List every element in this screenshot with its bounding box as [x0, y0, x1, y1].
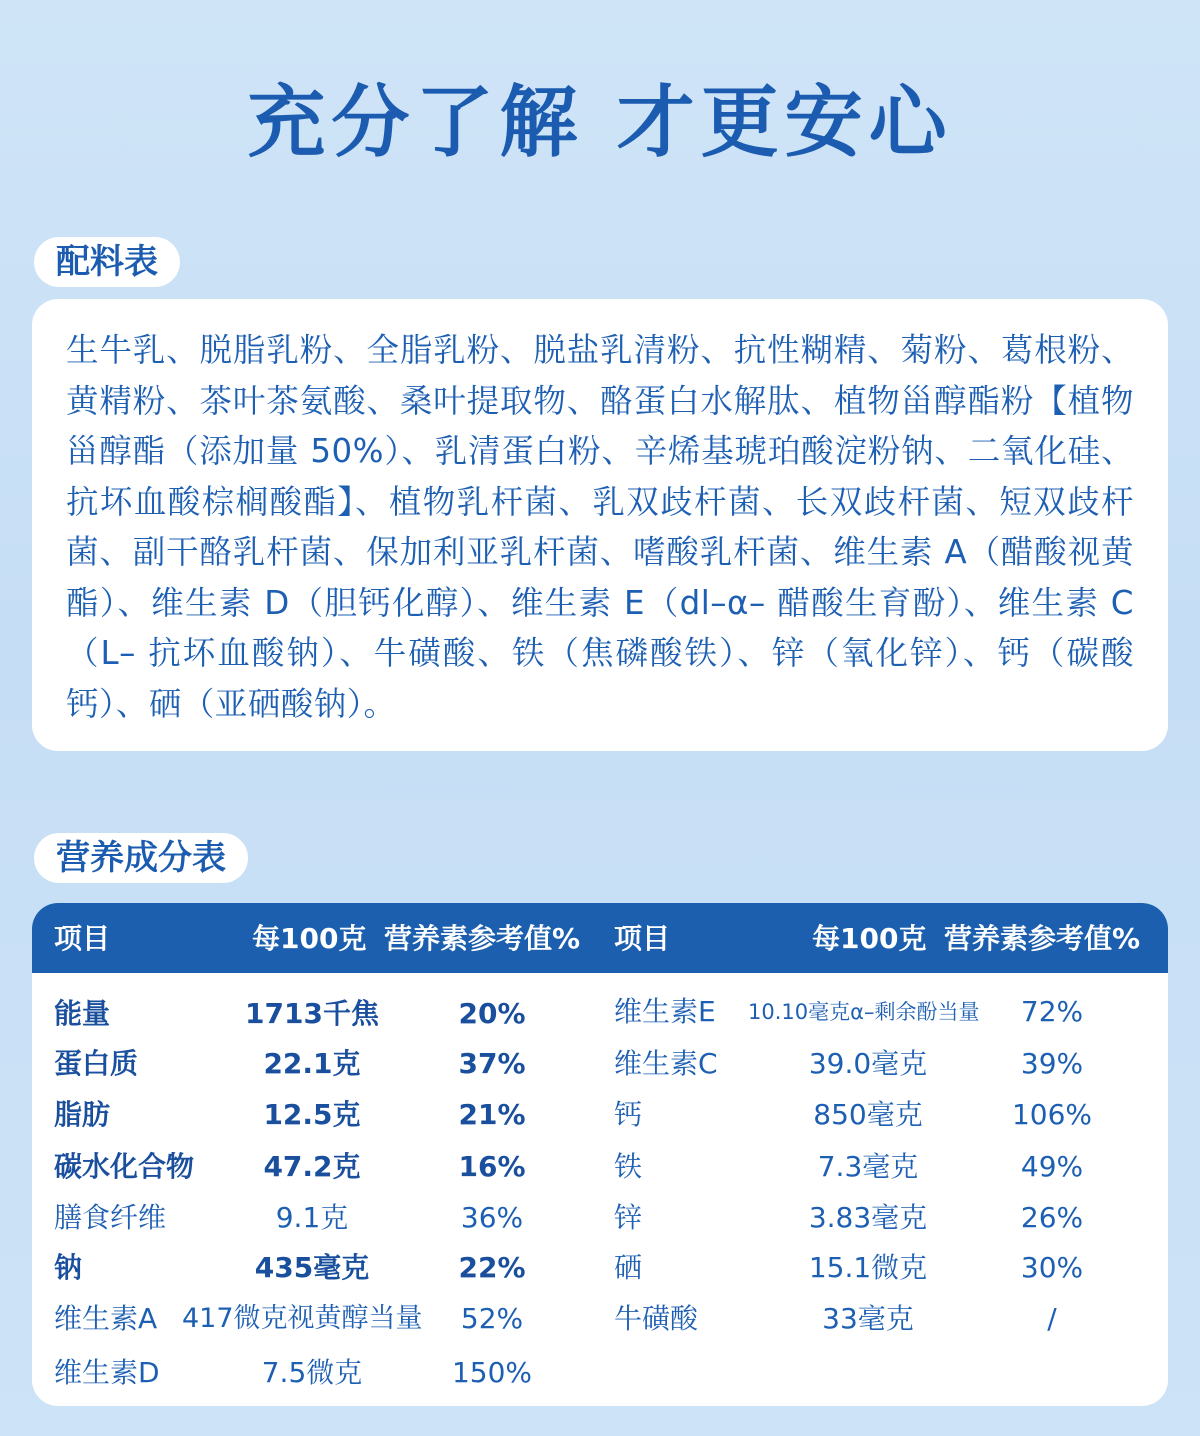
header-item-right: 项目 [614, 922, 671, 955]
table-header [32, 903, 1168, 973]
row-nrv: 49% [1020, 1150, 1084, 1183]
row-amount: 47.2克 [263, 1150, 361, 1183]
row-amount: 9.1克 [275, 1201, 349, 1234]
table-row [32, 1193, 1168, 1243]
row-item: 钙 [614, 1098, 643, 1131]
row-item: 维生素C [614, 1047, 718, 1080]
row-item: 维生素A [54, 1302, 158, 1335]
row-amount: 22.1克 [263, 1047, 361, 1080]
row-item: 牛磺酸 [614, 1302, 699, 1335]
row-item: 脂肪 [54, 1098, 111, 1131]
row-amount: 1713千焦 [245, 997, 379, 1030]
row-nrv: / [1047, 1302, 1057, 1335]
row-item: 能量 [54, 997, 111, 1030]
row-nrv: 37% [458, 1047, 526, 1080]
row-amount: 3.83毫克 [808, 1201, 928, 1234]
row-item: 膳食纤维 [54, 1201, 167, 1234]
row-item: 碳水化合物 [54, 1150, 195, 1183]
table-row [32, 1348, 1168, 1398]
ingredients-text: 生牛乳、脱脂乳粉、全脂乳粉、脱盐乳清粉、抗性糊精、菊粉、葛根粉、黄精粉、茶叶茶氨酸、桑叶提取物、酪蛋白水解肽、植物甾醇酯粉【植物甾醇酯（添加量 50%）、乳清蛋白粉、辛烯基琥珀酸淀粉钠、二氧化硅、抗坏血酸棕榈酸酯】、植物乳杆菌、乳双歧杆菌、长双歧杆菌、短双歧杆菌、副干酪乳杆菌、保加利亚乳杆菌、嗜酸乳杆菌、维生素 A（醋酸视黄酯）、维生素 D（胆钙化醇）、维生素 E（dl–α– 醋酸生育酚）、维生素 C（L– 抗坏血酸钠）、牛磺酸、铁（焦磷酸铁）、锌（氧化锌）、钙（碳酸钙）、硒（亚硒酸钠）。 [66, 331, 1134, 723]
table-row [32, 1243, 1168, 1293]
row-item: 铁 [614, 1150, 643, 1183]
page-title: 充分了解 才更安心 [247, 78, 953, 168]
row-amount: 33毫克 [822, 1302, 914, 1335]
row-nrv: 36% [460, 1201, 524, 1234]
table-row [32, 1090, 1168, 1140]
row-nrv: 16% [458, 1150, 526, 1183]
row-amount: 10.10毫克α–剩余酚当量 [748, 1000, 980, 1024]
row-item: 钠 [54, 1251, 83, 1284]
ingredients-card [32, 299, 1168, 751]
table-row [32, 1142, 1168, 1192]
row-amount: 850毫克 [813, 1098, 923, 1131]
header-item-left: 项目 [54, 922, 111, 955]
header-per100-left: 每100克 [252, 922, 367, 955]
row-item: 维生素E [614, 995, 716, 1028]
row-nrv: 22% [458, 1251, 526, 1284]
row-nrv: 20% [458, 997, 526, 1030]
row-amount: 417微克视黄醇当量 [182, 1303, 423, 1334]
header-nrv-left: 营养素参考值% [384, 922, 581, 955]
nutrition-tab: 营养成分表 [34, 833, 248, 883]
row-nrv: 26% [1020, 1201, 1084, 1234]
row-item: 硒 [614, 1251, 643, 1284]
header-nrv-right: 营养素参考值% [944, 922, 1141, 955]
row-nrv: 39% [1020, 1047, 1084, 1080]
table-row [32, 987, 1168, 1037]
row-item: 维生素D [54, 1356, 160, 1389]
row-nrv: 150% [451, 1356, 533, 1389]
row-amount: 39.0毫克 [808, 1047, 928, 1080]
row-amount: 12.5克 [263, 1098, 361, 1131]
nutrition-table [32, 903, 1168, 1406]
row-nrv: 52% [460, 1302, 524, 1335]
row-amount: 435毫克 [254, 1251, 370, 1284]
table-row [32, 1294, 1168, 1344]
row-nrv: 72% [1020, 995, 1084, 1028]
header-per100-right: 每100克 [812, 922, 927, 955]
row-nrv: 106% [1011, 1098, 1093, 1131]
ingredients-tab: 配料表 [34, 237, 180, 287]
row-item: 蛋白质 [54, 1047, 139, 1080]
row-amount: 15.1微克 [808, 1251, 928, 1284]
row-nrv: 21% [458, 1098, 526, 1131]
table-row [32, 1039, 1168, 1089]
row-amount: 7.5微克 [261, 1356, 363, 1389]
row-item: 锌 [614, 1201, 643, 1234]
row-nrv: 30% [1020, 1251, 1084, 1284]
row-amount: 7.3毫克 [817, 1150, 919, 1183]
